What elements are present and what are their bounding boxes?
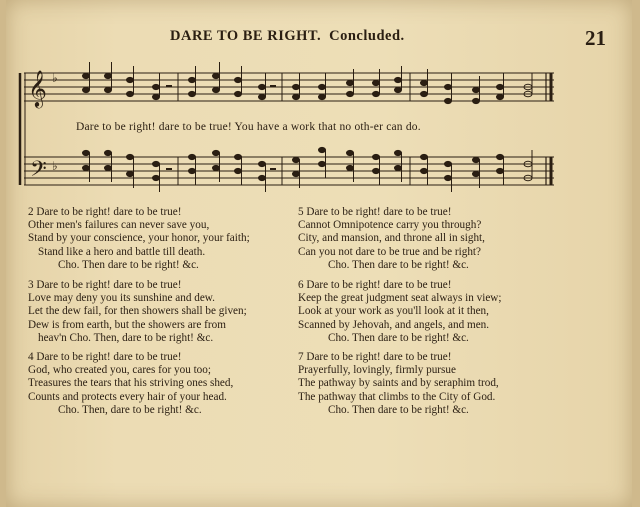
chorus-line: Cho. Then dare to be right! &c.	[328, 258, 469, 271]
music-score	[6, 0, 632, 210]
verse-line: Dew is from earth, but the showers are from	[28, 318, 226, 331]
chorus-line: Cho. Then dare to be right! &c.	[328, 331, 469, 344]
treble-clef-icon: 𝄞	[28, 69, 47, 107]
title-text: DARE TO BE RIGHT.	[170, 28, 322, 44]
music-lyric-line: Dare to be right! dare to be true! You have a work that no oth-er can do.	[76, 121, 421, 133]
page	[6, 0, 632, 507]
verse-line: 7 Dare to be right! dare to be true!	[298, 351, 452, 363]
verse-line: City, and mansion, and throne all in sight,	[298, 232, 485, 245]
verse-line: God, who created you, cares for you too;	[28, 364, 211, 377]
verse-line: Treasures the tears that his striving ones shed,	[28, 377, 234, 390]
system-brace	[20, 73, 25, 185]
verse-line: 5 Dare to be right! dare to be true!	[298, 206, 452, 218]
verse-line: Love may deny you its sunshine and dew.	[28, 292, 215, 305]
verse-line: Scanned by Jehovah, and angels, and men.	[298, 318, 490, 331]
verse-4	[28, 351, 233, 417]
verse-line: Look at your work as you'll look at it then,	[298, 305, 489, 318]
key-signature-treble-icon: ♭	[52, 71, 58, 85]
verses-section	[28, 206, 538, 426]
chorus-line: Cho. Then dare to be right! &c.	[328, 403, 469, 416]
verse-line: Cannot Omnipotence carry you through?	[298, 219, 482, 232]
treble-notes	[83, 62, 533, 104]
verse-line: Other men's failures can never save you,	[28, 219, 210, 232]
verse-2	[28, 206, 250, 272]
chorus-line: heav'n Cho. Then, dare to be right! &c.	[38, 331, 214, 344]
bass-clef-icon: 𝄢	[30, 157, 47, 187]
chorus-line: Cho. Then dare to be right! &c.	[58, 258, 199, 271]
verse-line: 6 Dare to be right! dare to be true!	[298, 279, 452, 291]
key-signature-bass-icon: ♭	[52, 159, 58, 173]
verse-7	[298, 351, 499, 417]
verse-line: Let the dew fail, for then showers shall be given;	[28, 305, 247, 318]
verse-line: The pathway that climbs to the City of God.	[298, 390, 496, 403]
verse-line: Stand by your conscience, your honor, your faith;	[28, 232, 250, 245]
verse-line: 3 Dare to be right! dare to be true!	[28, 279, 182, 291]
verse-line: 4 Dare to be right! dare to be true!	[28, 351, 182, 363]
verse-line: Counts and protects every hair of your head.	[28, 390, 227, 403]
verse-5	[298, 206, 485, 272]
page-number: 21	[585, 26, 606, 50]
verse-line: Stand like a hero and battle till death.	[38, 245, 206, 258]
verse-line: Keep the great judgment seat always in view;	[298, 292, 502, 305]
verse-3	[28, 279, 247, 345]
verse-line: Prayerfully, lovingly, firmly pursue	[298, 364, 456, 377]
verse-line: 2 Dare to be right! dare to be true!	[28, 206, 182, 218]
chorus-line: Cho. Then, dare to be right! &c.	[58, 403, 202, 416]
verse-6	[298, 279, 501, 345]
verse-line: The pathway by saints and by seraphim trod,	[298, 377, 499, 390]
verse-line: Can you not dare to be true and be right?	[298, 245, 481, 258]
title-concluded: Concluded.	[329, 28, 405, 44]
